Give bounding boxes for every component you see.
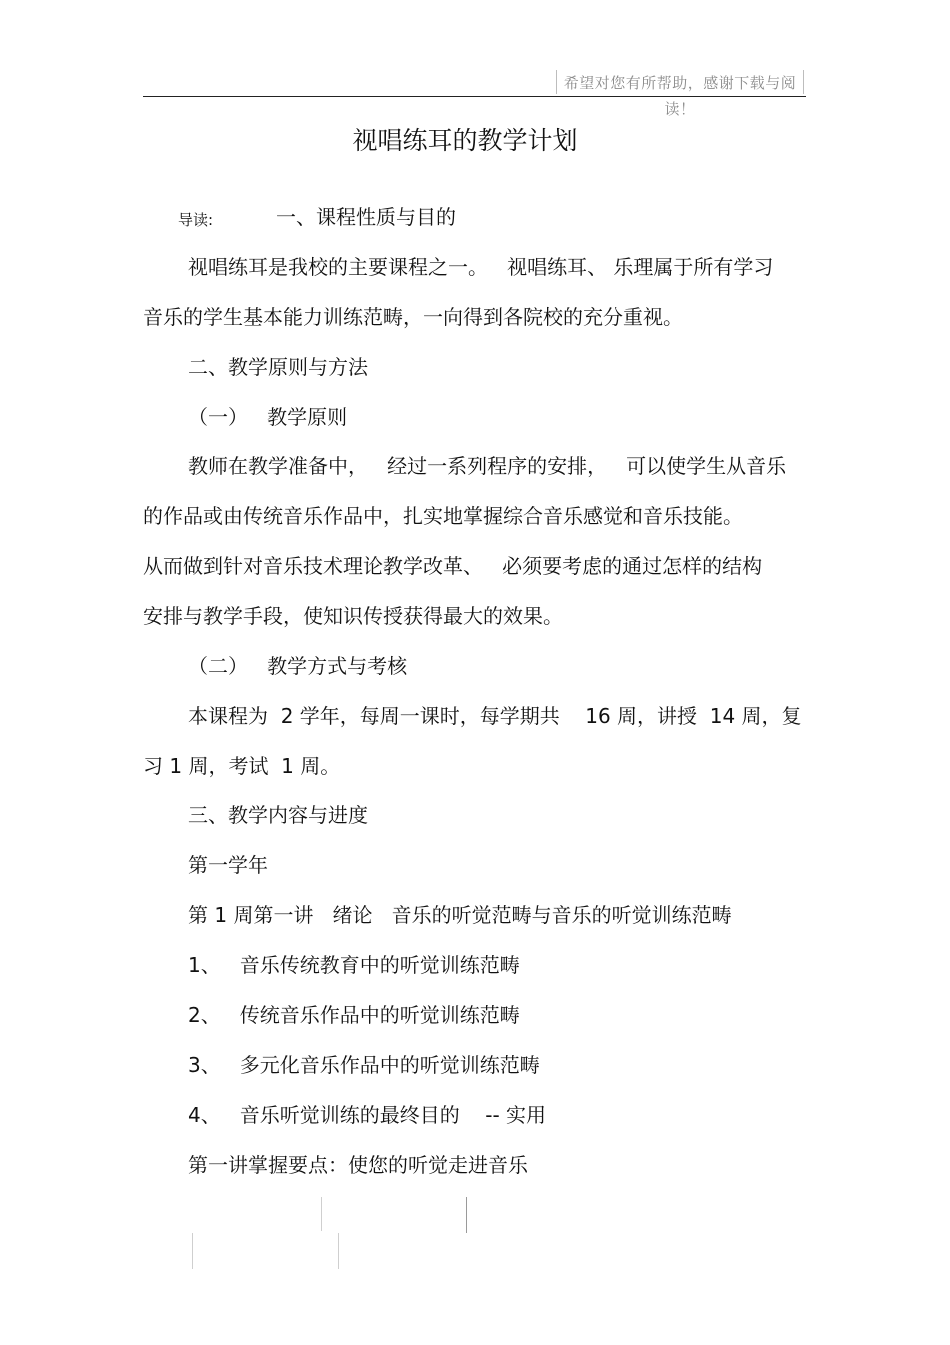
paragraph-line: 音乐的学生基本能力训练范畴，一向得到各院校的充分重视。 [143,305,683,329]
week1-heading: 第 1 周第一讲 绪论 音乐的听觉范畴与音乐的听觉训练范畴 [188,903,732,927]
paragraph-line: 习 1 周，考试 1 周。 [143,754,341,778]
header-rule [143,96,806,97]
list-item: 2、 传统音乐作品中的听觉训练范畴 [188,1003,520,1027]
table-border-line [338,1233,339,1269]
paragraph-line: 教师在教学准备中， 经过一系列程序的安排， 可以使学生从音乐 [188,454,787,478]
section1-heading: 一、课程性质与目的 [276,205,456,229]
section2-heading: 二、教学原则与方法 [188,355,368,379]
subsection2-heading: （二） 教学方式与考核 [188,654,408,678]
table-border-line [192,1233,193,1269]
paragraph-line: 安排与教学手段，使知识传授获得最大的效果。 [143,604,563,628]
lead-label: 导读: [178,211,214,229]
list-item: 1、 音乐传统教育中的听觉训练范畴 [188,953,520,977]
paragraph-line: 视唱练耳是我校的主要课程之一。 视唱练耳、 乐理属于所有学习 [188,255,774,279]
list-item: 3、 多元化音乐作品中的听觉训练范畴 [188,1053,540,1077]
paragraph-line: 从而做到针对音乐技术理论教学改革、 必须要考虑的通过怎样的结构 [143,554,763,578]
paragraph-line: 的作品或由传统音乐作品中，扎实地掌握综合音乐感觉和音乐技能。 [143,504,743,528]
table-border-line [321,1197,322,1231]
table-border-line [466,1197,467,1233]
paragraph-line: 本课程为 2 学年，每周一课时，每学期共 16 周，讲授 14 周，复 [188,704,802,728]
key-points: 第一讲掌握要点：使您的听觉走进音乐 [188,1153,528,1177]
document-title: 视唱练耳的教学计划 [352,126,578,155]
section3-heading: 三、教学内容与进度 [188,803,368,827]
list-item: 4、 音乐听觉训练的最终目的 -- 实用 [188,1103,547,1127]
year1-heading: 第一学年 [188,853,268,877]
subsection1-heading: （一） 教学原则 [188,405,348,429]
header-note: 希望对您有所帮助，感谢下载与阅读！ [556,70,804,94]
